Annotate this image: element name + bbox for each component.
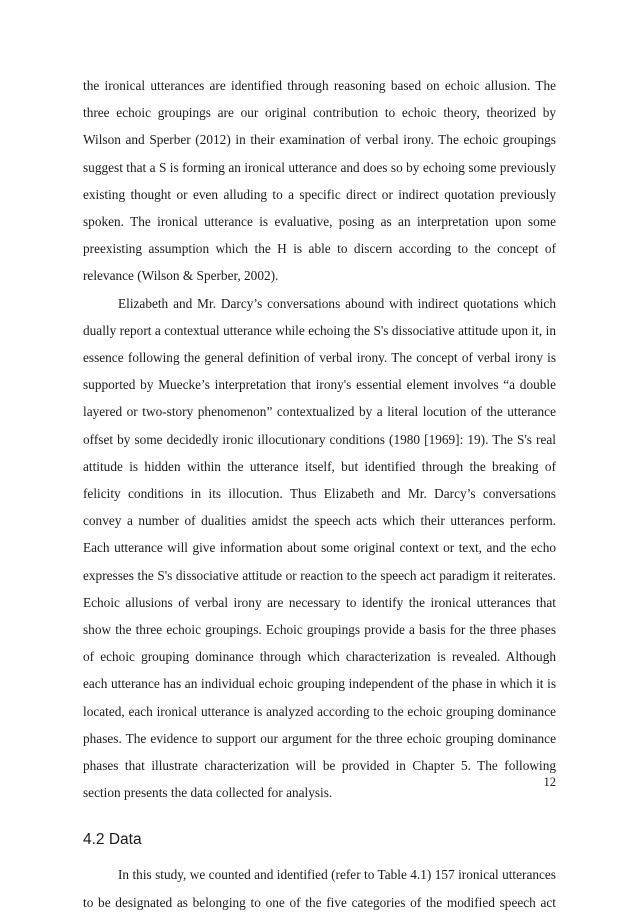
body-paragraph-1: the ironical utterances are identified through reasoning based on echoic allusion. The three echoic groupings are our original contribution to echoic theory, theorized by Wilson and Sperber (2012) in their examination of verbal irony. The echoic groupings suggest that a S is forming an ironical utterance and does so by echoing some previously existing thought or even alluding to a specific direct or indirect quotation previously spoken. The ironical utterance is evaluative, posing as an interpretation upon some preexisting assumption which the H is able to discern according to the concept of relevance (Wilson & Sperber, 2002).	[83, 78, 556, 284]
section-heading: 4.2 Data	[83, 831, 142, 849]
body-paragraph-2: Elizabeth and Mr. Darcy’s conversations abound with indirect quotations which dually report a contextual utterance while echoing the S's dissociative attitude upon it, in essence following the general definition of verbal irony. The concept of verbal irony is supported by Muecke’s interpretation that irony's essential element involves “a double layered or two-story phenomenon” contextualized by a literal locution of the utterance offset by some decidedly ironic illocutionary conditions (1980 [1969]: 19). The S's real attitude is hidden within the utterance itself, but identified through the breaking of felicity conditions in its illocution. Thus Elizabeth and Mr. Darcy’s conversations convey a number of dualities amidst the speech acts which their utterances perform. Each utterance will give information about some original context or text, and the echo expresses the S's dissociative attitude or reaction to the speech act paradigm it reiterates. Echoic allusions of verbal irony are necessary to identify the ironical utterances that show the three echoic groupings. Echoic groupings provide a basis for the three phases of echoic grouping dominance through which characterization is revealed. Although each utterance has an individual echoic grouping independent of the phase in which it is located, each ironical utterance is analyzed according to the echoic grouping dominance phases. The evidence to support our argument for the three echoic grouping dominance phases that illustrate characterization will be provided in Chapter 5. The following section presents the data collected for analysis.	[83, 295, 556, 801]
page-number: 12	[543, 775, 556, 789]
document-page	[83, 72, 556, 916]
body-paragraph-3: In this study, we counted and identified (refer to Table 4.1) 157 ironical utterances to be designated as belonging to one of the five categories of the modified speech act	[83, 867, 556, 910]
